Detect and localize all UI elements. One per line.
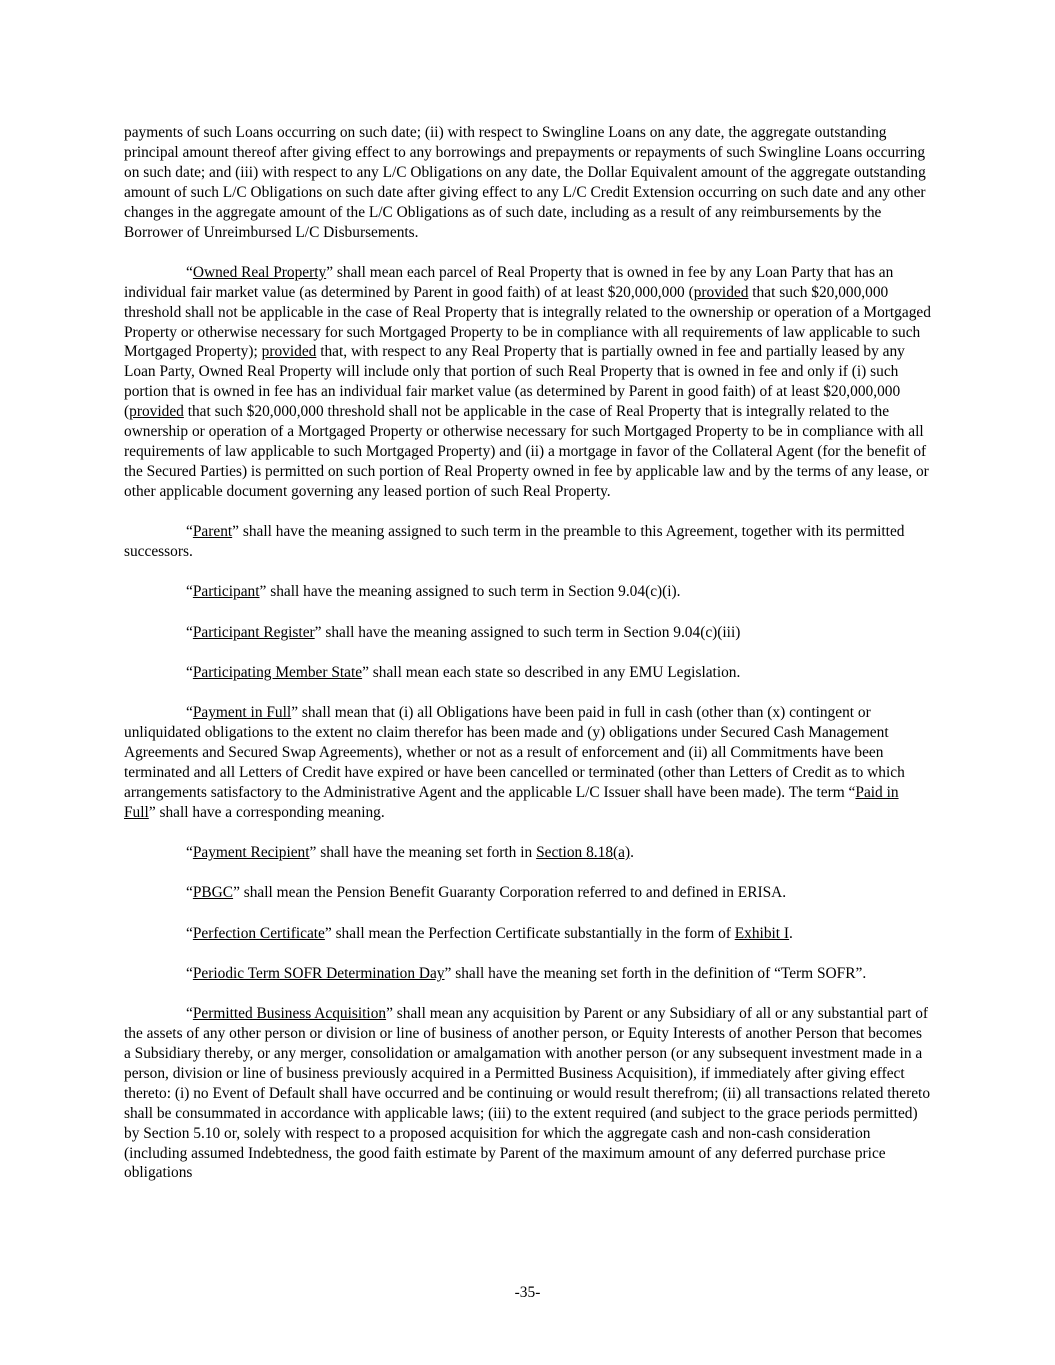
defined-term: Payment Recipient — [192, 844, 310, 862]
definition-owned-real-property: “Owned Real Property” shall mean each parcel of Real Property that is owned in fee by any Loan Party that has an individual fair market value (as determined by Parent in good faith) of at least $20,000,000 (provided that such $20,000,000 threshold shall not be applicable in the case of Real Property that is integrally related to the ownership or operation of a Mortgaged Property or otherwise necessary for such Mortgaged Property to be in compliance with all requirements of law applicable to such Mortgaged Property); provided that, with respect to any Real Property that is partially owned in fee and partially leased by any Loan Party, Owned Real Property will include only that portion of such Real Property that is owned in fee and only if (i) such portion that is owned in fee has an individual fair market value (as determined by Parent in good faith) of at least $20,000,000 (provided that such $20,000,000 threshold shall not be applicable in the case of Real Property that is integrally related to the ownership or operation of a Mortgaged Property or otherwise necessary for such Mortgaged Property to be in compliance with all requirements of law applicable to such Mortgaged Property) and (ii) a mortgage in favor of the Collateral Agent (for the benefit of the Secured Parties) is permitted on such portion of Real Property owned in fee by applicable law and by the terms of any lease, or other applicable document governing any leased portion of such Real Property. — [124, 263, 931, 500]
defined-term: PBGC — [192, 884, 234, 902]
definition-perfection-certificate: “Perfection Certificate” shall mean the Perfection Certificate substantially in the form of Exhibit I. — [186, 924, 793, 942]
definition-participant: “Participant” shall have the meaning assigned to such term in Section 9.04(c)(i). — [186, 583, 681, 601]
section-reference: Section 8.18(a) — [536, 844, 631, 862]
definition-periodic-term-sofr-determination-day: “Periodic Term SOFR Determination Day” shall have the meaning set forth in the definition of “Term SOFR”. — [186, 964, 867, 982]
paragraph-text: payments of such Loans occurring on such date; (ii) with respect to Swingline Loans on any date, the aggregate outstanding principal amount thereof after giving effect to any borrowings and prepayments or repayments of such Swingline Loans occurring on such date; and (iii) with respect to any L/C Obligations on any date, the Dollar Equivalent amount of the aggregate outstanding amount of such L/C Obligations on such date after giving effect to any L/C Credit Extension occurring on such date and any other changes in the aggregate amount of the L/C Obligations as of such date, including as a result of any reimbursements by the Borrower of Unreimbursed L/C Disbursements. — [124, 124, 926, 241]
defined-term: Periodic Term SOFR Determination Day — [192, 964, 445, 982]
document-body — [124, 123, 932, 1204]
definition-permitted-business-acquisition: “Permitted Business Acquisition” shall mean any acquisition by Parent or any Subsidiary of all or any substantial part of the assets of any other person or division or line of business of another person, or Equity Interests of another Person that becomes a Subsidiary thereby, or any merger, consolidation or amalgamation with another person (or any subsequent investment made in a person, division or line of business previously acquired in a Permitted Business Acquisition), if immediately after giving effect thereto: (i) no Event of Default shall have occurred and be continuing or would result therefrom; (ii) all transactions related thereto shall be consummated in accordance with applicable laws; (iii) to the extent required (and subject to the grace periods permitted) by Section 5.10 or, solely with respect to a proposed acquisition for which the aggregate cash and non-cash consideration (including assumed Indebtedness, the good faith estimate by Parent of the maximum amount of any deferred purchase price obligations — [124, 1005, 931, 1182]
definition-pbgc: “PBGC” shall mean the Pension Benefit Guaranty Corporation referred to and defined in ERISA. — [186, 884, 787, 902]
exhibit-reference: Exhibit I — [734, 924, 790, 942]
defined-term: Perfection Certificate — [192, 924, 325, 942]
definition-participant-register: “Participant Register” shall have the meaning assigned to such term in Section 9.04(c)(iii) — [186, 623, 741, 641]
defined-term: Participant Register — [192, 623, 315, 641]
definition-payment-recipient: “Payment Recipient” shall have the meaning set forth in Section 8.18(a). — [186, 844, 634, 862]
page-number: -35- — [514, 1284, 541, 1301]
continuation-paragraph — [124, 123, 932, 242]
definition-participating-member-state: “Participating Member State” shall mean each state so described in any EMU Legislation. — [186, 663, 741, 681]
defined-term: Parent — [192, 523, 233, 541]
defined-term: Participating Member State — [192, 663, 363, 681]
defined-term: Payment in Full — [192, 704, 292, 722]
definition-payment-in-full: “Payment in Full” shall mean that (i) all Obligations have been paid in full in cash (other than (x) contingent or unliquidated obligations to the extent no claim therefor has been made and (y) obligations under Secured Cash Management Agreements and Secured Swap Agreements), whether or not as a result of enforcement and (ii) all Commitments have been terminated and all Letters of Credit have expired or have been cancelled or terminated (other than Letters of Credit as to which arrangements satisfactory to the Administrative Agent and the applicable L/C Issuer shall have been made). The term “Paid in Full” shall have a corresponding meaning. — [124, 704, 905, 821]
definition-parent: “Parent” shall have the meaning assigned to such term in the preamble to this Agreement, together with its permitted successors. — [124, 523, 905, 560]
defined-term: Participant — [192, 583, 260, 601]
defined-term: Owned Real Property — [192, 263, 327, 281]
defined-term: Permitted Business Acquisition — [192, 1005, 387, 1023]
